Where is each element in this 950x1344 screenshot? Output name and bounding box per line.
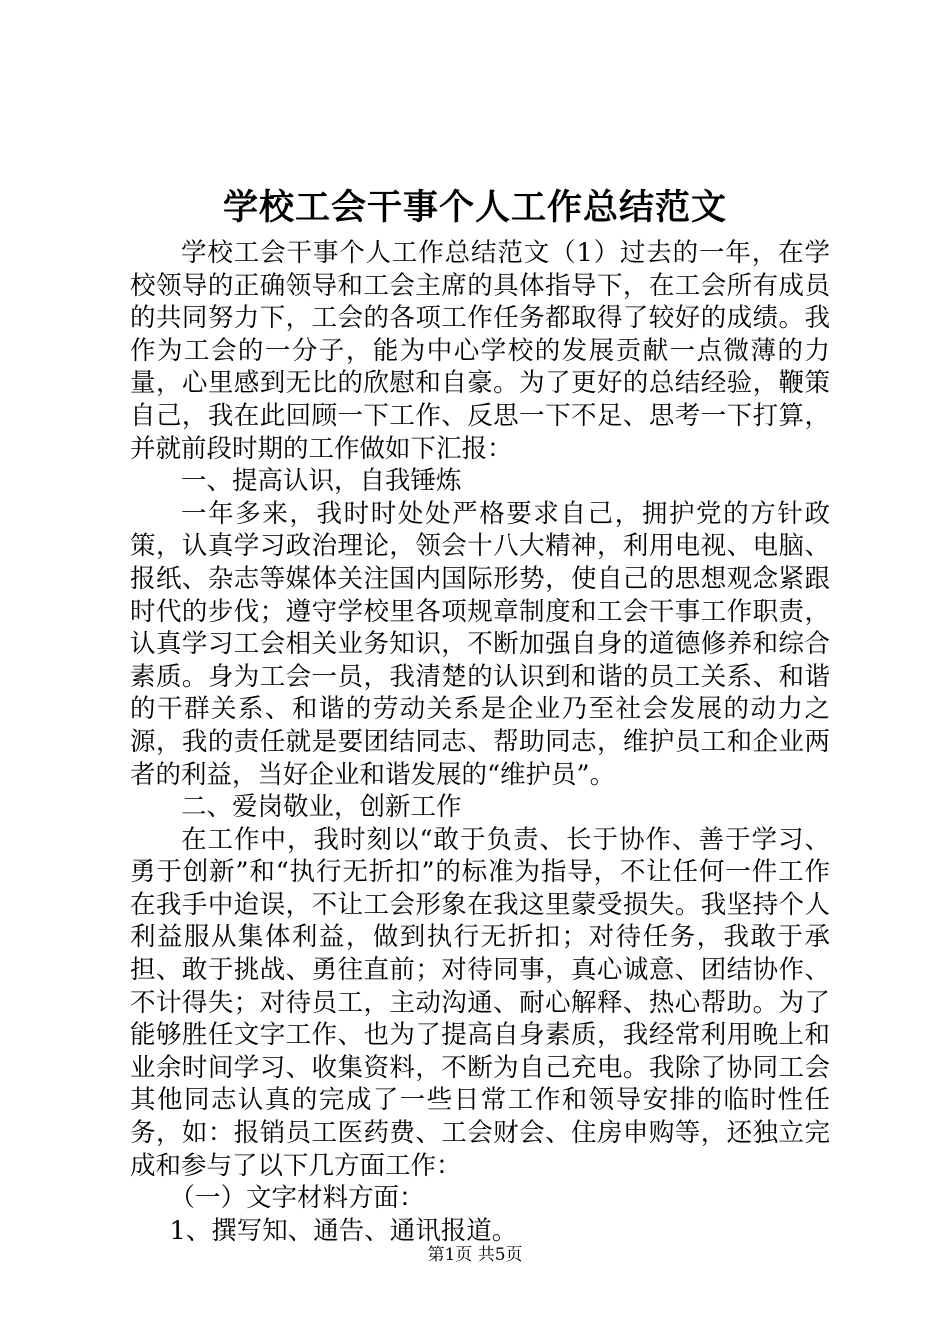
list-item: 1、撰写知、通告、通讯报道。 bbox=[169, 1215, 518, 1246]
subsection-heading: （一）文字材料方面： bbox=[169, 1183, 425, 1214]
section-heading-2: 二、爱岗敬业，创新工作 bbox=[181, 792, 462, 823]
document-title: 学校工会干事个人工作总结范文 bbox=[222, 187, 727, 228]
document-body bbox=[130, 237, 830, 1247]
paragraph-section-1: 一年多来，我时时处处严格要求自己，拥护党的方针政策，认真学习政治理论，领会十八大精神，利用电视、电脑、报纸、杂志等媒体关注国内国际形势，使自己的思想观念紧跟时代的步伐；遵守学校里各项规章制度和工会干事工作职责，认真学习工会相关业务知识，不断加强自身的道德修养和综合素质。身为工会一员，我清楚的认识到和谐的员工关系、和谐的干群关系、和谐的劳动关系是企业乃至社会发展的动力之源，我的责任就是要团结同志、帮助同志，维护员工和企业两者的利益，当好企业和谐发展的“维护员”。 bbox=[130, 498, 830, 790]
paragraph-intro: 学校工会干事个人工作总结范文（1）过去的一年，在学校领导的正确领导和工会主席的具体指导下，在工会所有成员的共同努力下，工会的各项工作任务都取得了较好的成绩。我作为工会的一分子，能为中心学校的发展贡献一点微薄的力量，心里感到无比的欣慰和自豪。为了更好的总结经验，鞭策自己，我在此回顾一下工作、反思一下不足、思考一下打算，并就前段时期的工作做如下汇报： bbox=[130, 238, 830, 464]
page-footer: 第1页 共5页 bbox=[427, 1245, 523, 1265]
section-heading-1: 一、提高认识，自我锤炼 bbox=[181, 466, 462, 497]
paragraph-section-2: 在工作中，我时刻以“敢于负责、长于协作、善于学习、勇于创新”和“执行无折扣”的标准为指导，不让任何一件工作在我手中迨误，不让工会形象在我这里蒙受损失。我坚持个人利益服从集体利益，做到执行无折扣；对待任务，我敢于承担、敢于挑战、勇往直前；对待同事，真心诚意、团结协作、不计得失；对待员工，主动沟通、耐心解释、热心帮助。为了能够胜任文字工作、也为了提高自身素质，我经常利用晚上和业余时间学习、收集资料，不断为自己充电。我除了协同工会其他同志认真的完成了一些日常工作和领导安排的临时性任务，如：报销员工医药费、工会财会、住房申购等，还独立完成和参与了以下几方面工作： bbox=[130, 824, 830, 1181]
